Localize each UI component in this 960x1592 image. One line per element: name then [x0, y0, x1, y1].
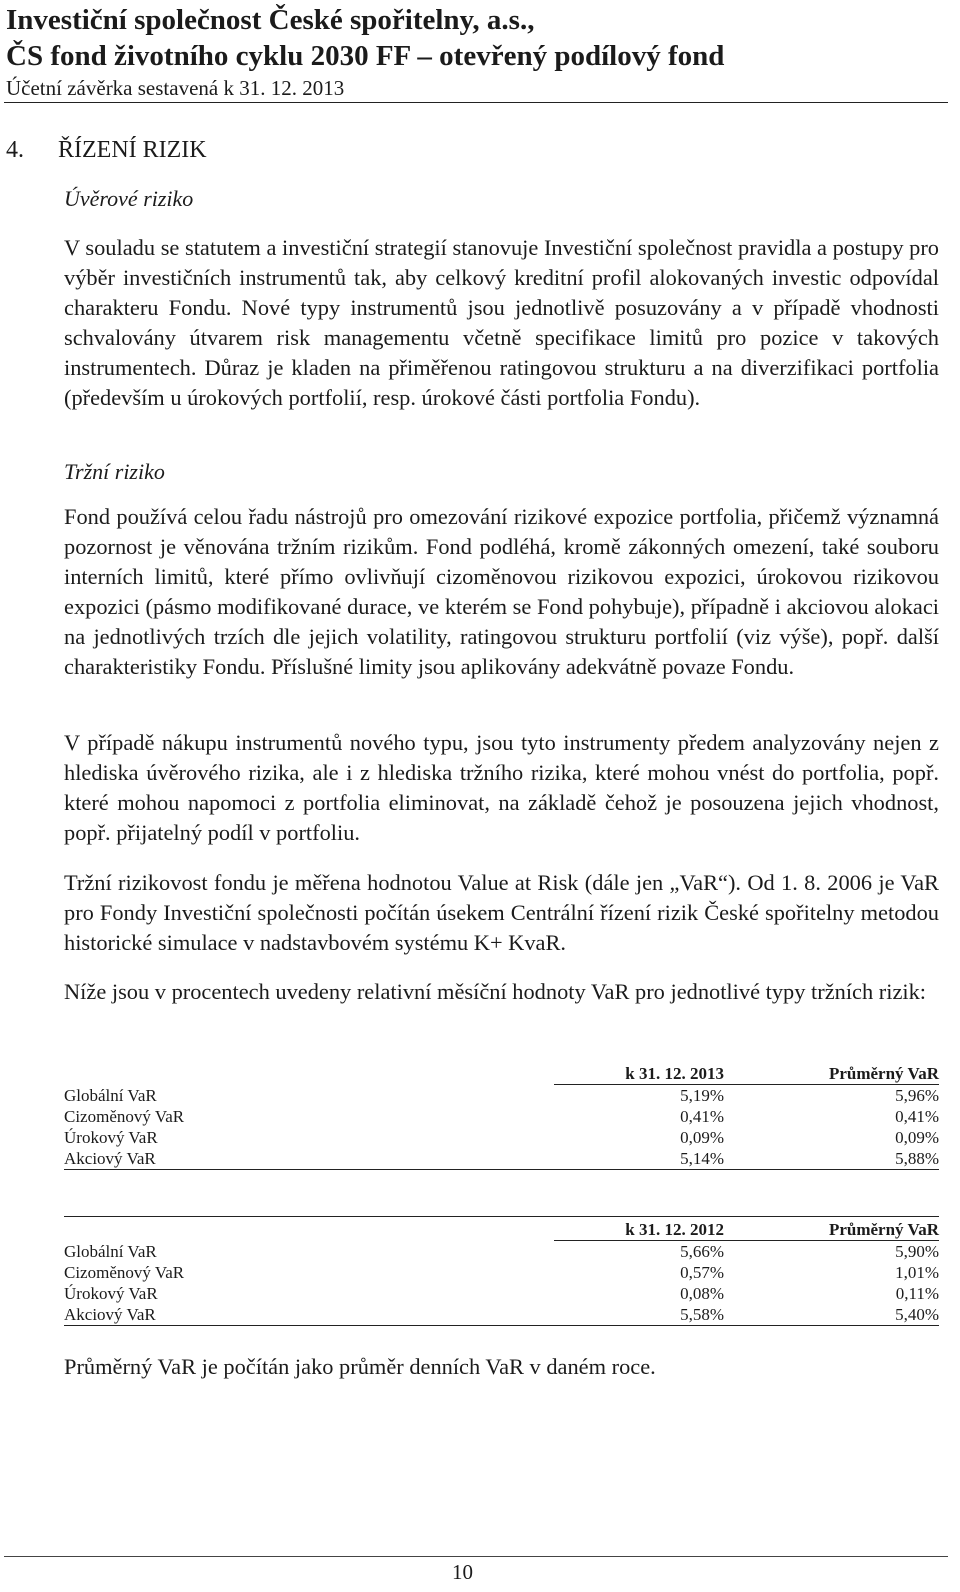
closing-note: Průměrný VaR je počítán jako průměr denních VaR v daném roce.: [64, 1354, 656, 1379]
row-value-date: 0,57%: [680, 1263, 724, 1282]
row-value-average: 0,11%: [895, 1284, 939, 1303]
table-row: [64, 1304, 939, 1326]
table-row: [64, 1241, 939, 1263]
row-value-average: 5,90%: [895, 1242, 939, 1261]
row-value-date: 5,14%: [554, 1148, 724, 1170]
row-value-date: 0,09%: [680, 1128, 724, 1147]
table-row: [64, 1127, 939, 1148]
row-label: Akciový VaR: [64, 1148, 554, 1170]
row-label: Úrokový VaR: [64, 1284, 158, 1303]
var-table-2012: [64, 1219, 939, 1326]
row-label: Úrokový VaR: [64, 1128, 158, 1147]
credit-risk-paragraph: V souladu se statutem a investiční strategií stanovuje Investiční společnost pravidla a postupy pro výběr investičních instrumentů tak, aby celkový kreditní profil alokovaných investic odpovídal charakteru Fondu. Nové typy instrumentů jsou jednotlivě posuzovány a v případě vhodnosti schvalovány útvarem risk managementu včetně specifikace limitů pro pozice v takových instrumentech. Důraz je kladen na přiměřenou ratingovou strukturu a na diverzifikaci portfolia (především u úrokových portfolií, resp. úrokové části portfolia Fondu).: [64, 235, 939, 410]
page-number: 10: [452, 1560, 473, 1584]
section-title: [6, 138, 207, 162]
table-row: [64, 1283, 939, 1304]
column-header-average: Průměrný VaR: [724, 1063, 939, 1085]
row-label: Akciový VaR: [64, 1304, 554, 1326]
header-company-name: Investiční společnost České spořitelny, a.s.,: [6, 4, 535, 36]
table-top-rule: [64, 1216, 939, 1217]
row-value-average: 5,88%: [724, 1148, 939, 1170]
row-label: Cizoměnový VaR: [64, 1107, 185, 1126]
market-risk-paragraph-4: Níže jsou v procentech uvedeny relativní měsíční hodnoty VaR pro jednotlivé typy tržních rizik:: [64, 979, 927, 1004]
row-value-average: 1,01%: [895, 1263, 939, 1282]
table-header-row: [64, 1219, 939, 1241]
row-value-date: 5,66%: [680, 1242, 724, 1261]
column-header-date: k 31. 12. 2012: [554, 1219, 724, 1241]
row-value-date: 0,41%: [680, 1107, 724, 1126]
market-risk-heading: Tržní riziko: [64, 459, 165, 484]
column-header-average: Průměrný VaR: [724, 1219, 939, 1241]
header-fund-name: ČS fond životního cyklu 2030 FF – otevřený podílový fond: [6, 40, 725, 72]
footer-divider: [4, 1556, 948, 1557]
table-row: [64, 1085, 939, 1107]
row-value-date: 0,08%: [680, 1284, 724, 1303]
table-row: [64, 1262, 939, 1283]
table-row: [64, 1148, 939, 1170]
row-value-average: 5,40%: [724, 1304, 939, 1326]
market-risk-paragraph-1: Fond používá celou řadu nástrojů pro omezování rizikové expozice portfolia, přičemž významná pozornost je věnována tržním rizikům. Fond podléhá, kromě zákonných omezení, také souboru interních limitů, které přímo ovlivňují cizoměnovou rizikovou expozici, úrokovou rizikovou expozici (pásmo modifikované durace, ve kterém se Fond pohybuje), případně i akciovou alokaci na jednotlivých trzích dle jejich volatility, ratingovou strukturu portfolií (viz výše), popř. další charakteristiky Fondu. Příslušné limity jsou aplikovány adekvátně povaze Fondu.: [64, 504, 939, 679]
row-label: Cizoměnový VaR: [64, 1263, 185, 1282]
header-statement-date: Účetní závěrka sestavená k 31. 12. 2013: [6, 76, 345, 100]
row-value-average: 0,41%: [895, 1107, 939, 1126]
credit-risk-heading: Úvěrové riziko: [64, 186, 194, 211]
table-header-row: [64, 1063, 939, 1085]
row-value-date: 5,58%: [554, 1304, 724, 1326]
row-label: Globální VaR: [64, 1085, 157, 1105]
row-value-average: 5,96%: [895, 1086, 939, 1105]
row-label: Globální VaR: [64, 1241, 157, 1261]
column-header-date: k 31. 12. 2013: [554, 1063, 724, 1085]
table-row: [64, 1106, 939, 1127]
row-value-date: 5,19%: [680, 1086, 724, 1105]
market-risk-paragraph-2: V případě nákupu instrumentů nového typu, jsou tyto instrumenty předem analyzovány nejen z hlediska úvěrového rizika, ale i z hlediska tržního rizika, které mohou vnést do portfolia, popř. které mohou napomoci z portfolia eliminovat, na základě čehož je posouzena jejich vhodnost, popř. přijatelný podíl v portfoliu.: [64, 730, 939, 845]
section-heading: ŘÍZENÍ RIZIK: [58, 137, 207, 163]
header-divider: [4, 102, 948, 103]
var-table-2013: [64, 1063, 939, 1170]
section-number: 4.: [6, 137, 24, 163]
market-risk-paragraph-3: Tržní rizikovost fondu je měřena hodnotou Value at Risk (dále jen „VaR“). Od 1. 8. 2006 je VaR pro Fondy Investiční společnosti počítán úsekem Centrální řízení rizik České spořitelny metodou historické simulace v nadstavbovém systému K+ KvaR.: [64, 870, 939, 955]
row-value-average: 0,09%: [895, 1128, 939, 1147]
